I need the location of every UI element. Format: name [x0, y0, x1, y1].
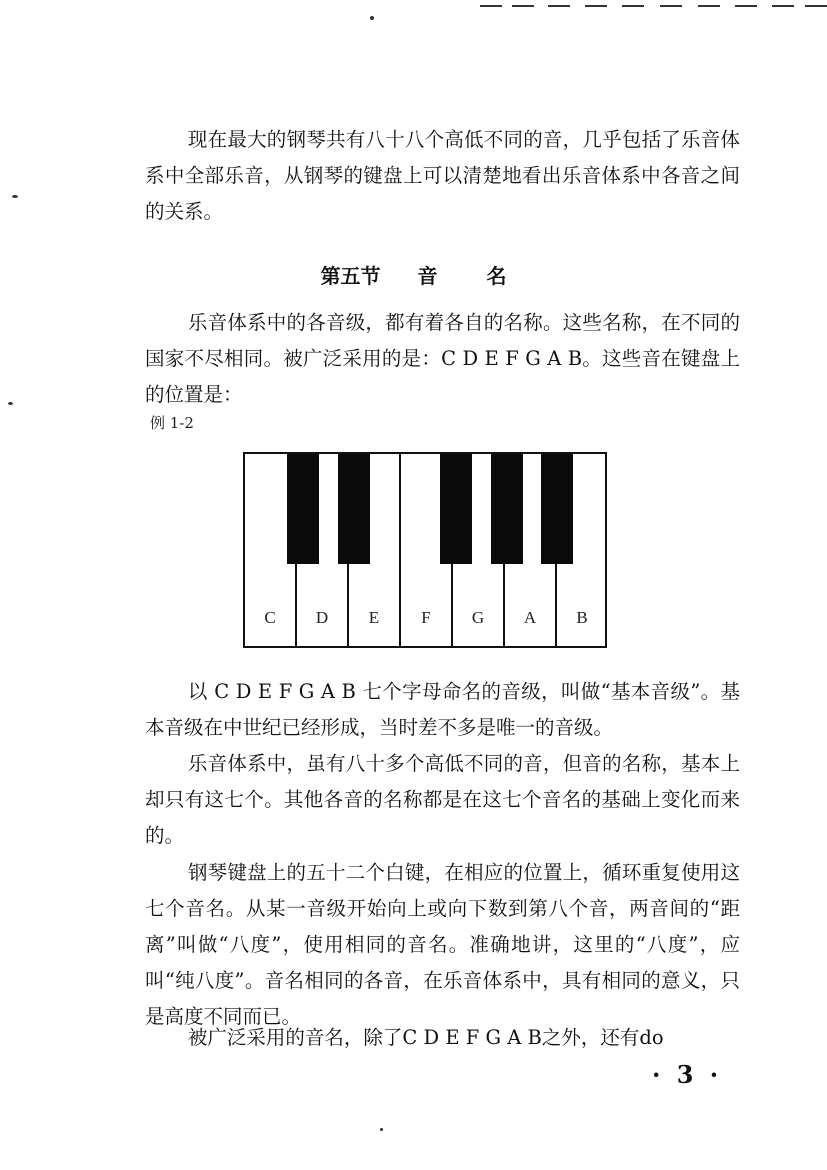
black-key: [287, 454, 319, 564]
scan-speck: [370, 16, 374, 20]
scan-speck: [380, 1128, 383, 1131]
paragraph-4: 乐音体系中，虽有八十多个高低不同的音，但音的名称，基本上却只有这七个。其他各音的名称都是在这七个音名的基础上变化而来的。: [145, 752, 740, 847]
paragraph-2: 乐音体系中的各音级，都有着各自的名称。这些名称，在不同的国家不尽相同。被广泛采用的是：C D E F G A B。这些音在键盘上的位置是：: [145, 311, 740, 406]
black-key: [440, 454, 472, 564]
paragraph-5: 钢琴键盘上的五十二个白键，在相应的位置上，循环重复使用这七个音名。从某一音级开始向上或向下数到第八个音，两音间的“距离”叫做“八度”，使用相同的音名。准确地讲，这里的“八度”，应叫“纯八度”。音名相同的各音，在乐音体系中，具有相同的意义，只是高度不同而已。: [145, 861, 740, 1028]
key-label: E: [368, 608, 380, 627]
black-key: [338, 454, 370, 564]
key-label: D: [315, 608, 329, 627]
section-number: 第五节: [320, 264, 381, 288]
piano-keyboard-diagram: [243, 452, 607, 648]
section-title-char-2: 名: [486, 264, 507, 288]
key-label: G: [471, 608, 485, 627]
scan-speck: [12, 195, 18, 198]
key-label: B: [576, 608, 588, 627]
black-key: [541, 454, 573, 564]
paragraph-1: 现在最大的钢琴共有八十八个高低不同的音，几乎包括了乐音体系中全部乐音，从钢琴的键盘上可以清楚地看出乐音体系中各音之间的关系。: [145, 128, 740, 223]
section-title-char-1: 音: [417, 264, 438, 288]
page-number: · 3 ·: [652, 1060, 723, 1089]
paragraph-3: 以 C D E F G A B 七个字母命名的音级，叫做“基本音级”。基本音级在中世纪已经形成，当时差不多是唯一的音级。: [145, 680, 740, 739]
key-label: C: [264, 608, 276, 627]
key-label: A: [523, 608, 537, 627]
scan-speck: [8, 402, 13, 405]
black-key: [491, 454, 523, 564]
section-heading: [0, 260, 827, 289]
example-label: 例 1-2: [150, 414, 194, 432]
paragraph-6: 被广泛采用的音名，除了C D E F G A B之外，还有do: [187, 1026, 664, 1049]
key-label: F: [421, 608, 431, 627]
